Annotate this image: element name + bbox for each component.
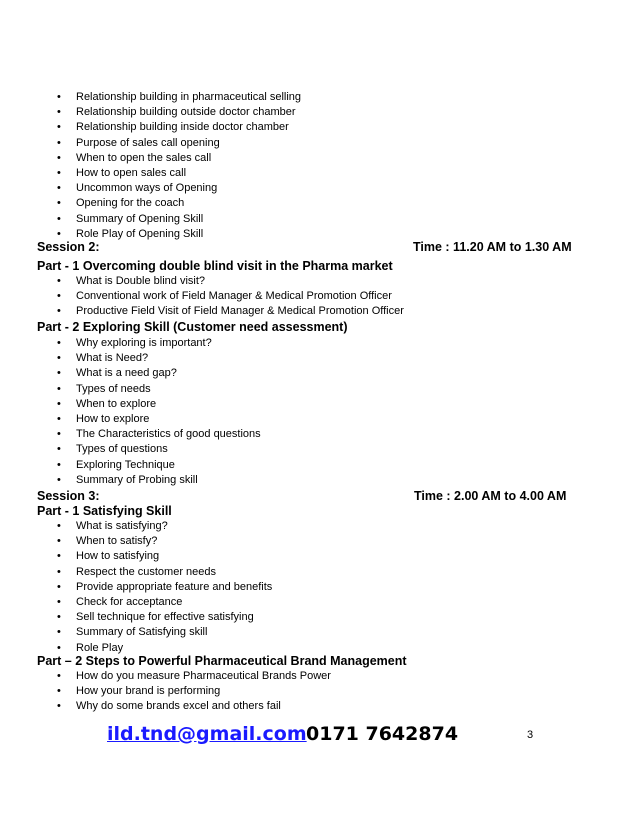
list-item-text: Summary of Probing skill	[76, 473, 198, 486]
bullet-icon: •	[57, 596, 61, 609]
bullet-icon: •	[57, 367, 61, 380]
list-item-text: How to satisfying	[76, 550, 160, 563]
session2-title: Session 2:	[37, 240, 100, 254]
list-item	[0, 196, 638, 211]
bullet-icon: •	[57, 700, 61, 713]
list-item-text: Respect the customer needs	[76, 565, 217, 578]
list-item	[0, 105, 638, 120]
bullet-icon: •	[57, 212, 61, 225]
bullet-icon: •	[57, 397, 61, 410]
session2-part1-list	[0, 274, 638, 320]
footer-email-link[interactable]: ild.tnd@gmail.com	[107, 723, 307, 745]
list-item	[0, 212, 638, 227]
list-item-text: What is a need gap?	[76, 367, 177, 380]
list-item	[0, 351, 638, 366]
list-item	[0, 580, 638, 595]
list-item-text: Why do some brands excel and others fail	[76, 700, 281, 713]
list-item-text: Relationship building outside doctor chamber	[76, 106, 296, 119]
list-item	[0, 565, 638, 580]
list-item-text: Sell technique for effective satisfying	[76, 611, 254, 624]
session2-part2-list	[0, 336, 638, 488]
list-item-text: Role Play of Opening Skill	[76, 227, 204, 240]
session3-title: Session 3:	[37, 489, 100, 503]
list-item-text: What is Need?	[76, 352, 149, 365]
list-item-text: Why exploring is important?	[76, 337, 212, 349]
bullet-icon: •	[57, 443, 61, 456]
list-item	[0, 684, 638, 699]
list-item	[0, 120, 638, 135]
list-item-text: Provide appropriate feature and benefits	[76, 580, 273, 593]
list-item	[0, 289, 638, 304]
bullet-icon: •	[57, 167, 61, 180]
list-item	[0, 274, 638, 289]
bullet-icon: •	[57, 305, 61, 318]
bullet-icon: •	[57, 535, 61, 548]
session3-part1-block	[0, 519, 638, 656]
session2-part2-block	[0, 336, 638, 488]
bullet-icon: •	[57, 685, 61, 698]
list-item	[0, 625, 638, 640]
bullet-icon: •	[57, 182, 61, 195]
list-item	[0, 669, 638, 684]
list-item	[0, 473, 638, 488]
list-item-text: When to open the sales call	[76, 151, 212, 164]
session3-time: Time : 2.00 AM to 4.00 AM	[414, 489, 567, 503]
bullet-icon: •	[57, 136, 61, 149]
bullet-icon: •	[57, 382, 61, 395]
list-item	[0, 181, 638, 196]
list-item	[0, 610, 638, 625]
list-item	[0, 442, 638, 457]
page-number: 3	[527, 729, 534, 741]
list-item-text: How to explore	[76, 413, 150, 426]
bullet-icon: •	[57, 550, 61, 563]
bullet-icon: •	[57, 428, 61, 441]
session2-part1-title: Part - 1 Overcoming double blind visit in the Pharma market	[37, 259, 393, 273]
session2-time: Time : 11.20 AM to 1.30 AM	[413, 240, 572, 254]
list-item-text: Exploring Technique	[76, 458, 175, 471]
bullet-icon: •	[57, 227, 61, 240]
list-item	[0, 458, 638, 473]
session3-part2-title: Part – 2 Steps to Powerful Pharmaceutical Brand Management	[37, 654, 407, 668]
bullet-icon: •	[57, 611, 61, 624]
list-item-text: How your brand is performing	[76, 685, 221, 698]
list-item-text: Summary of Satisfying skill	[76, 626, 208, 639]
list-item	[0, 90, 638, 105]
bullet-icon: •	[57, 458, 61, 471]
list-item-text: When to explore	[76, 397, 157, 410]
intro-bullet-list	[0, 90, 638, 242]
bullet-icon: •	[57, 565, 61, 578]
bullet-icon: •	[57, 275, 61, 287]
list-item	[0, 595, 638, 610]
list-item	[0, 304, 638, 319]
list-item-text: What is satisfying?	[76, 520, 168, 532]
list-item	[0, 336, 638, 351]
list-item-text: When to satisfy?	[76, 535, 158, 548]
list-item	[0, 549, 638, 564]
list-item-text: Types of needs	[76, 382, 151, 395]
list-item-text: Summary of Opening Skill	[76, 212, 204, 225]
list-item-text: Types of questions	[76, 443, 168, 456]
list-item	[0, 151, 638, 166]
bullet-icon: •	[57, 413, 61, 426]
bullet-icon: •	[57, 106, 61, 119]
list-item	[0, 382, 638, 397]
list-item-text: How do you measure Pharmaceutical Brands Power	[76, 670, 331, 682]
list-item-text: Relationship building in pharmaceutical selling	[76, 91, 302, 103]
list-item-text: Purpose of sales call opening	[76, 136, 220, 149]
bullet-icon: •	[57, 290, 61, 303]
list-item-text: Check for acceptance	[76, 596, 183, 609]
session3-part1-list	[0, 519, 638, 656]
footer-phone: 0171 7642874	[306, 723, 459, 745]
list-item-text: How to open sales call	[76, 167, 187, 180]
list-item-text: What is Double blind visit?	[76, 275, 206, 287]
list-item	[0, 397, 638, 412]
bullet-icon: •	[57, 121, 61, 134]
list-item	[0, 366, 638, 381]
bullet-icon: •	[57, 580, 61, 593]
session2-part2-title: Part - 2 Exploring Skill (Customer need assessment)	[37, 320, 348, 334]
list-item	[0, 699, 638, 714]
list-item-text: The Characteristics of good questions	[76, 428, 261, 441]
list-item	[0, 166, 638, 181]
session2-part1-block	[0, 274, 638, 320]
list-item	[0, 534, 638, 549]
list-item	[0, 519, 638, 534]
list-item	[0, 136, 638, 151]
session3-part2-block	[0, 669, 638, 715]
session3-part1-title: Part - 1 Satisfying Skill	[37, 504, 172, 518]
bullet-icon: •	[57, 352, 61, 365]
list-item	[0, 427, 638, 442]
bullet-icon: •	[57, 151, 61, 164]
list-item-text: Opening for the coach	[76, 197, 185, 210]
bullet-icon: •	[57, 641, 61, 654]
intro-list-block	[0, 90, 638, 242]
bullet-icon: •	[57, 670, 61, 682]
bullet-icon: •	[57, 473, 61, 486]
list-item-text: Role Play	[76, 641, 124, 654]
bullet-icon: •	[57, 626, 61, 639]
bullet-icon: •	[57, 520, 61, 532]
session3-part2-list	[0, 669, 638, 715]
bullet-icon: •	[57, 91, 61, 103]
list-item	[0, 412, 638, 427]
list-item-text: Conventional work of Field Manager & Medical Promotion Officer	[76, 290, 392, 303]
bullet-icon: •	[57, 337, 61, 349]
list-item-text: Relationship building inside doctor chamber	[76, 121, 289, 134]
list-item-text: Productive Field Visit of Field Manager & Medical Promotion Officer	[76, 305, 404, 318]
list-item-text: Uncommon ways of Opening	[76, 182, 218, 195]
bullet-icon: •	[57, 197, 61, 210]
